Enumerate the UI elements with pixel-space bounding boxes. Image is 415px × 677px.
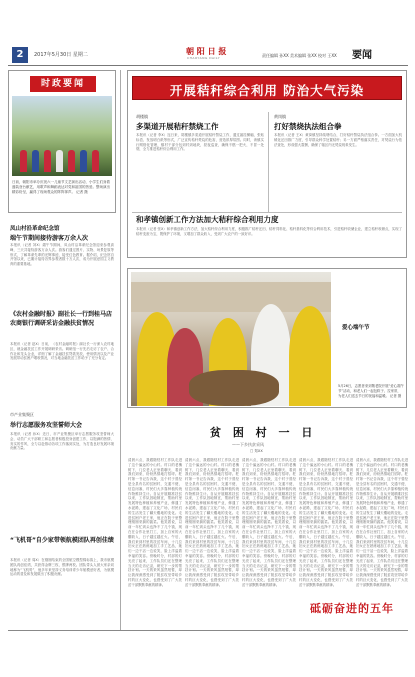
article2-body: 本报讯（记者 赵X）日前，《农村金融时报》副社长一行深入农村地区，就金融扶贫工作开展调研采访。调研组一行先后走访了农户、合作社和龙头企业，详细了解了金融扶贫贷款发放、使用情况以及产业发展带动贫困户增收情况，对当地金融扶贫工作给予了充分肯定。	[10, 342, 114, 361]
straw-feature-banner	[132, 76, 402, 100]
newspaper-logo: 朝 阳 日 报	[186, 47, 227, 56]
news-banner: 时政要闻	[30, 76, 96, 92]
newspaper-logo-sub: CHAOYANG DAILY	[187, 56, 221, 60]
photo-feature-title: 爱心端午节	[342, 325, 370, 331]
story2-body: 本报讯（记者 王X）黄岗镇坚持疏堵结合，打好秸秆禁烧执法组合拳。一方面加大机械化还田推广力度，引导群众科学处置秸秆；另一方面严格落实责任，对焚烧行为依法查处，形成强大震慑，确保了辖区内无焚烧现象发生。	[274, 133, 402, 147]
feature-hr	[132, 212, 402, 213]
article3-body: 本报讯（记者 孙X）近日，市产业集聚区举行志愿服务攻坚誓师大会，动员广大干部职工和志愿者积极投身创建工作，以饱满的热情、务实的作风，全力以赴推动各项工作落到实处，为打造良好发展环境贡献力量。	[10, 432, 114, 451]
main-article-col3: 清晨六点，我跟随驻村工作队走进了这个偏远的小山村。村口的老槐树下，几位老人正坐着聊天，看到我们到来，纷纷热情地打招呼。驻村第一书记告诉我，这个村子曾经是全县有名的贫困村，交通不便，信息闭塞，村民们大多靠种植传统作物维持生计。自从开展精准扶贫以来，工作队因地制宜，帮助村里发展特色种植和养殖产业，修通了水泥路，建起了文化广场，村民们的生活发生了翻天覆地的变化。走进贫困户老王家，他正在院子里整理刚刚采摘的蔬菜。他笑着说，以前一年忙到头也挣不了几个钱，现在在合作社里打工，加上自家的大棚收入，日子越过越红火。午后，我们来到村里的扶贫车间，十几位妇女正在熟练地加工手工艺品，她们一边干活一边说笑，脸上洋溢着幸福的笑容。傍晚时分，村部的灯光亮了起来，工作队员们还在整理当天的走访记录，研究下一步的帮扶计划。一天的采风虽然短暂，却让我深深感受到了脱贫攻坚带给乡村的巨大变化，也感受到了广大扶贫干部默默奉献的精神。	[242, 458, 296, 587]
article1-body: 本报讯（记者 刘X）端午节期间，凤山村沿革命纪念馆迎来参观高峰，三天共接待游客万余人次。游客们通过图片、实物、场景复原等形式，了解革命先辈的光辉事迹，接受红色教育。据介绍，纪念馆自开馆以来，已累计接待各界参观者数十万人次，成为开展爱国主义教育的重要基地。	[10, 243, 114, 267]
story2-headline: 打好禁烧执法组合拳	[274, 122, 342, 131]
main-article-col1: 清晨六点，我跟随驻村工作队走进了这个偏远的小山村。村口的老槐树下，几位老人正坐着聊天，看到我们到来，纷纷热情地打招呼。驻村第一书记告诉我，这个村子曾经是全县有名的贫困村，交通不便，信息闭塞，村民们大多靠种植传统作物维持生计。自从开展精准扶贫以来，工作队因地制宜，帮助村里发展特色种植和养殖产业，修通了水泥路，建起了文化广场，村民们的生活发生了翻天覆地的变化。走进贫困户老王家，他正在院子里整理刚刚采摘的蔬菜。他笑着说，以前一年忙到头也挣不了几个钱，现在在合作社里打工，加上自家的大棚收入，日子越过越红火。午后，我们来到村里的扶贫车间，十几位妇女正在熟练地加工手工艺品，她们一边干活一边说笑，脸上洋溢着幸福的笑容。傍晚时分，村部的灯光亮了起来，工作队员们还在整理当天的走访记录，研究下一步的帮扶计划。一天的采风虽然短暂，却让我深深感受到了脱贫攻坚带给乡村的巨大变化，也感受到了广大扶贫干部默默奉献的精神。	[128, 458, 182, 587]
photo-caption: 日前，朝阳市举办庆祝六一儿童节文艺演出活动，小学生们身着盛装登台献艺，用歌声和舞蹈表达对党和祖国的热爱。整场演出精彩纷呈，赢得了现场观众的阵阵掌声。 记者 摄	[12, 180, 110, 194]
main-article-author: □ 郑XX	[250, 449, 263, 453]
article1-kicker: 凤山村沿革命纪念馆	[10, 226, 60, 232]
main-article-col4: 清晨六点，我跟随驻村工作队走进了这个偏远的小山村。村口的老槐树下，几位老人正坐着聊天，看到我们到来，纷纷热情地打招呼。驻村第一书记告诉我，这个村子曾经是全县有名的贫困村，交通不便，信息闭塞，村民们大多靠种植传统作物维持生计。自从开展精准扶贫以来，工作队因地制宜，帮助村里发展特色种植和养殖产业，修通了水泥路，建起了文化广场，村民们的生活发生了翻天覆地的变化。走进贫困户老王家，他正在院子里整理刚刚采摘的蔬菜。他笑着说，以前一年忙到头也挣不了几个钱，现在在合作社里打工，加上自家的大棚收入，日子越过越红火。午后，我们来到村里的扶贫车间，十几位妇女正在熟练地加工手工艺品，她们一边干活一边说笑，脸上洋溢着幸福的笑容。傍晚时分，村部的灯光亮了起来，工作队员们还在整理当天的走访记录，研究下一步的帮扶计划。一天的采风虽然短暂，却让我深深感受到了脱贫攻坚带给乡村的巨大变化，也感受到了广大扶贫干部默默奉献的精神。	[299, 458, 353, 587]
five-year-badge: 砥砺奋进的五年	[310, 602, 394, 615]
article2-headline: 《农村金融时报》副社长一行到桂马店农商银行调研采访金融扶贫情况	[10, 311, 113, 327]
article4-body: 本报讯（记者 周X）在刚刚结束的全国航空模型锦标赛上，我市航模团队再创佳绩，共获得金牌三枚、银牌两枚。团队带头人被大家亲切地称为“飞机哥”，他多年来坚持义务培训青少年航模爱好者，为航模运动的普及和发展做出了积极贡献。	[10, 558, 114, 577]
photo-feature-caption: 5月26日，志愿者来到敬老院开展“爱心端午节”活动，和老人们一起包粽子、拉家常，为老人们送去节日的祝福和温暖。 记者 摄	[338, 384, 404, 398]
article1-headline: 端午节期间接待游客万余人次	[10, 235, 89, 242]
editor-credits: 责任编辑 孙XX 美术编辑 张XX 校对 王XX	[262, 53, 337, 58]
main-article-subheadline: ——下乡扶贫采风	[232, 442, 264, 447]
children-performance-photo	[12, 96, 112, 176]
story3-body: 本报讯（记者 张X）和孝镇创新工作方法，加大秸秆综合利用力度，积极推广秸秆还田、秸秆饲料化、秸秆基料化等综合利用技术，引进秸秆收储企业，建立秸秆收储点，实现了秸秆变废为宝，既保护了环境，又增加了群众收入，受到广大农户的一致好评。	[136, 227, 402, 236]
article3-kicker: 市产业集聚区	[10, 412, 34, 417]
straw-feature-banner-text: 开展秸秆综合利用 防治大气污染	[169, 83, 365, 98]
feature-divider	[268, 112, 269, 212]
dragon-boat-festival-photo	[131, 272, 331, 406]
page-number: 2	[12, 47, 28, 63]
footer-rule	[8, 630, 408, 631]
story1-kicker: 胡楼镇	[136, 114, 148, 119]
story1-headline: 多渠道开展秸秆禁烧工作	[136, 122, 219, 131]
column-divider	[120, 70, 121, 630]
story3-headline: 和孝镇创新工作方法加大秸秆综合利用力度	[136, 215, 279, 224]
story2-kicker: 黄岗镇	[274, 114, 286, 119]
section-title: 要闻	[352, 50, 372, 61]
story1-body: 本报讯（记者 李X）连日来，胡楼镇多渠道开展秸秆禁烧工作，通过悬挂横幅、张贴标语、发放明白纸等形式，广泛宣传秸秆焚烧的危害，营造浓厚氛围。同时，该镇实行网格化管理，镇村干部分包到村到地块，昼夜巡查，确保不燃一把火，不冒一处烟，全力推进秸秆综合利用工作。	[136, 133, 264, 152]
main-article-col5: 清晨六点，我跟随驻村工作队走进了这个偏远的小山村。村口的老槐树下，几位老人正坐着聊天，看到我们到来，纷纷热情地打招呼。驻村第一书记告诉我，这个村子曾经是全县有名的贫困村，交通不便，信息闭塞，村民们大多靠种植传统作物维持生计。自从开展精准扶贫以来，工作队因地制宜，帮助村里发展特色种植和养殖产业，修通了水泥路，建起了文化广场，村民们的生活发生了翻天覆地的变化。走进贫困户老王家，他正在院子里整理刚刚采摘的蔬菜。他笑着说，以前一年忙到头也挣不了几个钱，现在在合作社里打工，加上自家的大棚收入，日子越过越红火。午后，我们来到村里的扶贫车间，十几位妇女正在熟练地加工手工艺品，她们一边干活一边说笑，脸上洋溢着幸福的笑容。傍晚时分，村部的灯光亮了起来，工作队员们还在整理当天的走访记录，研究下一步的帮扶计划。一天的采风虽然短暂，却让我深深感受到了脱贫攻坚带给乡村的巨大变化，也感受到了广大扶贫干部默默奉献的精神。	[356, 458, 408, 587]
article4-headline: “飞机哥”自少家带领航模团队再创佳绩	[10, 537, 114, 544]
main-article-headline: 贫 困 村 一 日	[210, 426, 317, 439]
issue-date: 2017年5月30日 星期二	[34, 52, 88, 58]
main-article-col2: 清晨六点，我跟随驻村工作队走进了这个偏远的小山村。村口的老槐树下，几位老人正坐着聊天，看到我们到来，纷纷热情地打招呼。驻村第一书记告诉我，这个村子曾经是全县有名的贫困村，交通不便，信息闭塞，村民们大多靠种植传统作物维持生计。自从开展精准扶贫以来，工作队因地制宜，帮助村里发展特色种植和养殖产业，修通了水泥路，建起了文化广场，村民们的生活发生了翻天覆地的变化。走进贫困户老王家，他正在院子里整理刚刚采摘的蔬菜。他笑着说，以前一年忙到头也挣不了几个钱，现在在合作社里打工，加上自家的大棚收入，日子越过越红火。午后，我们来到村里的扶贫车间，十几位妇女正在熟练地加工手工艺品，她们一边干活一边说笑，脸上洋溢着幸福的笑容。傍晚时分，村部的灯光亮了起来，工作队员们还在整理当天的走访记录，研究下一步的帮扶计划。一天的采风虽然短暂，却让我深深感受到了脱贫攻坚带给乡村的巨大变化，也感受到了广大扶贫干部默默奉献的精神。	[185, 458, 239, 587]
article3-headline: 举行志愿服务攻坚誓师大会	[10, 422, 83, 429]
